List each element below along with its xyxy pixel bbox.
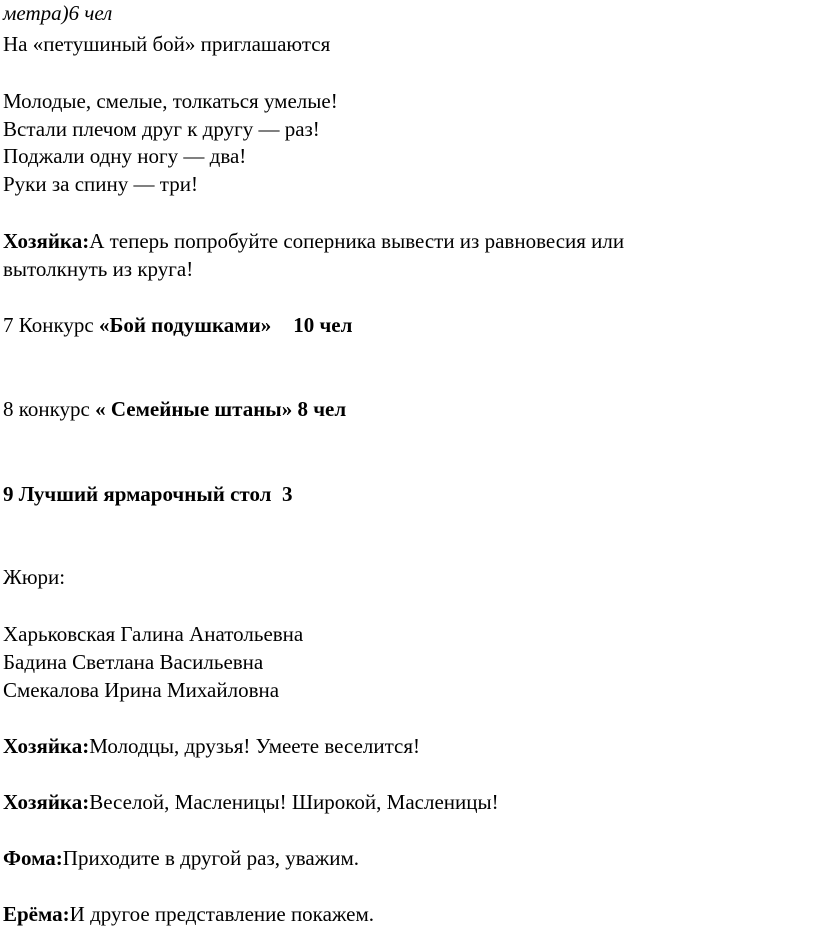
line-rooster-fight-invite: На «петушиный бой» приглашаются <box>3 32 331 56</box>
line-participants-count: метра)6 чел <box>3 1 113 25</box>
speaker-name: Хозяйка: <box>3 790 90 814</box>
jury-member-1: Харьковская Галина Анатольевна <box>3 622 304 646</box>
jury-member-2: Бадина Светлана Васильевна <box>3 650 264 674</box>
poem-line-4: Руки за спину — три! <box>3 172 198 196</box>
dialogue-text: Приходите в другой раз, уважим. <box>62 846 359 870</box>
contest-title: «Бой подушками» <box>98 313 272 337</box>
dialogue-text: Веселой, Масленицы! Широкой, Масленицы! <box>89 790 499 814</box>
dialogue-text: А теперь попробуйте соперника вывести из равновесия или <box>89 229 625 253</box>
contest-prefix: 7 Конкурс <box>3 313 99 337</box>
contest-prefix: 8 конкурс <box>3 397 96 421</box>
dialogue-line-foma <box>3 845 359 873</box>
dialogue-line-hostess-1 <box>3 228 624 256</box>
dialogue-line-hostess-2 <box>3 733 420 761</box>
speaker-name: Хозяйка: <box>3 229 90 253</box>
contest-count: 8 чел <box>292 397 347 421</box>
contest-7-line <box>3 312 352 340</box>
jury-heading: Жюри: <box>3 565 66 589</box>
dialogue-line-yerema <box>3 901 374 929</box>
speaker-name: Ерёма: <box>3 902 70 926</box>
speaker-name: Хозяйка: <box>3 734 90 758</box>
speaker-name: Фома: <box>3 846 63 870</box>
poem-line-2: Встали плечом друг к другу — раз! <box>3 117 320 141</box>
poem-line-3: Поджали одну ногу — два! <box>3 144 247 168</box>
poem-line-1: Молодые, смелые, толкаться умелые! <box>3 89 338 113</box>
contest-title: « Семейные штаны» <box>95 397 293 421</box>
contest-title: 9 Лучший ярмарочный стол 3 <box>3 482 293 506</box>
dialogue-text: Молодцы, друзья! Умеете веселится! <box>89 734 421 758</box>
dialogue-line-hostess-3 <box>3 789 499 817</box>
dialogue-text: И другое представление покажем. <box>69 902 374 926</box>
jury-member-3: Смекалова Ирина Михайловна <box>3 678 280 702</box>
contest-8-line <box>3 396 346 424</box>
dialogue-line-hostess-1-cont: вытолкнуть из круга! <box>3 257 194 281</box>
contest-9-line <box>3 481 292 509</box>
contest-count: 10 чел <box>293 313 353 337</box>
